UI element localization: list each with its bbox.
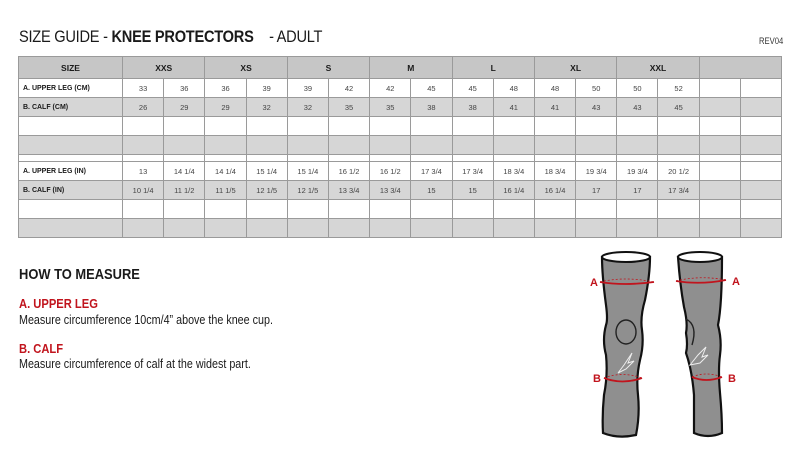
upper-leg-heading: A. UPPER LEG: [19, 296, 98, 311]
table-cell: [534, 117, 575, 136]
table-cell: 41: [534, 98, 575, 117]
table-cell: 10 1/4: [123, 181, 164, 200]
size-xl: XL: [534, 57, 616, 79]
table-cell: [287, 219, 328, 238]
spacer-cell: [19, 155, 123, 162]
table-cell: 39: [246, 79, 287, 98]
table-cell: 17 3/4: [411, 162, 452, 181]
table-row: [19, 79, 782, 98]
table-cell: [740, 181, 781, 200]
table-cell: [740, 162, 781, 181]
spacer-cell: [740, 155, 781, 162]
table-cell: [617, 200, 658, 219]
table-cell: [699, 117, 740, 136]
table-cell: 43: [617, 98, 658, 117]
table-cell: 35: [370, 98, 411, 117]
how-to-measure-title: HOW TO MEASURE: [19, 266, 140, 283]
table-cell: 17 3/4: [452, 162, 493, 181]
table-cell: 32: [246, 98, 287, 117]
table-cell: [328, 117, 369, 136]
table-cell: 15 1/4: [246, 162, 287, 181]
spacer-cell: [287, 155, 328, 162]
table-cell: 26: [123, 98, 164, 117]
table-cell: 17: [576, 181, 617, 200]
table-cell: 45: [452, 79, 493, 98]
table-cell: [740, 219, 781, 238]
table-cell: [699, 219, 740, 238]
table-cell: [452, 117, 493, 136]
table-cell: 20 1/2: [658, 162, 699, 181]
table-cell: 13: [123, 162, 164, 181]
table-cell: [493, 136, 534, 155]
table-cell: [740, 79, 781, 98]
table-cell: [287, 200, 328, 219]
table-cell: [164, 117, 205, 136]
table-row: [19, 181, 782, 200]
table-cell: 19 3/4: [617, 162, 658, 181]
table-cell: 45: [658, 98, 699, 117]
table-cell: [287, 117, 328, 136]
spacer-cell: [493, 155, 534, 162]
upper-leg-instruction: Measure circumference 10cm/4” above the knee cup.: [19, 313, 273, 327]
table-row: [19, 117, 782, 136]
table-cell: 50: [576, 79, 617, 98]
spacer-cell: [658, 155, 699, 162]
table-row: [19, 136, 782, 155]
table-cell: 42: [328, 79, 369, 98]
knee-protector-front-illustration: [588, 245, 668, 445]
row-label: [19, 117, 123, 136]
table-cell: [246, 200, 287, 219]
table-cell: [411, 200, 452, 219]
table-cell: [123, 200, 164, 219]
spacer-cell: [370, 155, 411, 162]
table-cell: [740, 200, 781, 219]
table-cell: [493, 219, 534, 238]
table-cell: [328, 219, 369, 238]
table-cell: [576, 117, 617, 136]
table-cell: [370, 136, 411, 155]
spacer-cell: [699, 155, 740, 162]
table-cell: [699, 136, 740, 155]
table-cell: [658, 200, 699, 219]
size-xs: XS: [205, 57, 287, 79]
table-cell: [123, 219, 164, 238]
table-cell: 38: [411, 98, 452, 117]
table-cell: [617, 136, 658, 155]
table-cell: [287, 136, 328, 155]
table-cell: [164, 219, 205, 238]
table-cell: 32: [287, 98, 328, 117]
size-empty: [699, 57, 781, 79]
table-cell: 13 3/4: [370, 181, 411, 200]
table-cell: [328, 200, 369, 219]
table-cell: [699, 200, 740, 219]
table-cell: [411, 219, 452, 238]
table-cell: 17: [617, 181, 658, 200]
calf-instruction: Measure circumference of calf at the widest part.: [19, 357, 251, 371]
calf-heading: B. CALF: [19, 341, 64, 356]
knee-protector-side-illustration: [672, 245, 752, 445]
size-table: [18, 56, 782, 238]
row-label: B. CALF (IN): [19, 181, 123, 200]
table-cell: [164, 136, 205, 155]
table-cell: [534, 200, 575, 219]
table-cell: [740, 136, 781, 155]
title-prefix: SIZE GUIDE -: [19, 27, 112, 46]
row-label: [19, 136, 123, 155]
row-label: A. UPPER LEG (CM): [19, 79, 123, 98]
size-s: S: [287, 57, 369, 79]
size-xxl: XXL: [617, 57, 699, 79]
spacer-cell: [164, 155, 205, 162]
table-cell: 14 1/4: [205, 162, 246, 181]
table-cell: [370, 117, 411, 136]
table-cell: 42: [370, 79, 411, 98]
table-cell: [576, 200, 617, 219]
spacer-cell: [452, 155, 493, 162]
table-cell: 38: [452, 98, 493, 117]
table-cell: [699, 162, 740, 181]
table-cell: [328, 136, 369, 155]
table-cell: [699, 98, 740, 117]
table-cell: [452, 136, 493, 155]
table-cell: [658, 117, 699, 136]
table-cell: 18 3/4: [534, 162, 575, 181]
table-cell: 48: [493, 79, 534, 98]
table-cell: 33: [123, 79, 164, 98]
table-cell: 17 3/4: [658, 181, 699, 200]
revision-label: REV04: [759, 36, 784, 46]
spacer-cell: [123, 155, 164, 162]
table-cell: 16 1/4: [534, 181, 575, 200]
row-label: A. UPPER LEG (IN): [19, 162, 123, 181]
table-cell: [205, 117, 246, 136]
table-cell: 15: [452, 181, 493, 200]
table-cell: [164, 200, 205, 219]
table-cell: 16 1/4: [493, 181, 534, 200]
spacer-cell: [205, 155, 246, 162]
spacer-cell: [617, 155, 658, 162]
table-cell: 45: [411, 79, 452, 98]
front-label-b: B: [593, 373, 601, 385]
spacer-cell: [328, 155, 369, 162]
table-cell: [576, 219, 617, 238]
table-cell: 12 1/5: [287, 181, 328, 200]
table-cell: [452, 219, 493, 238]
spacer-cell: [576, 155, 617, 162]
table-cell: [246, 136, 287, 155]
table-cell: 13 3/4: [328, 181, 369, 200]
table-cell: [205, 200, 246, 219]
table-row: [19, 98, 782, 117]
table-cell: [617, 117, 658, 136]
table-cell: [740, 98, 781, 117]
row-label: [19, 219, 123, 238]
table-cell: 35: [328, 98, 369, 117]
table-cell: [576, 136, 617, 155]
table-cell: [493, 117, 534, 136]
size-m: M: [370, 57, 452, 79]
front-label-a: A: [590, 277, 598, 289]
table-cell: [246, 117, 287, 136]
table-cell: 43: [576, 98, 617, 117]
table-cell: [452, 200, 493, 219]
table-cell: 48: [534, 79, 575, 98]
title-product: KNEE PROTECTORS: [111, 27, 254, 46]
row-label: [19, 200, 123, 219]
table-cell: [411, 136, 452, 155]
table-cell: [534, 219, 575, 238]
table-cell: 16 1/2: [370, 162, 411, 181]
side-label-a: A: [732, 276, 740, 288]
table-cell: [699, 79, 740, 98]
table-cell: [370, 219, 411, 238]
table-cell: 52: [658, 79, 699, 98]
table-cell: 15: [411, 181, 452, 200]
table-cell: 19 3/4: [576, 162, 617, 181]
table-cell: [205, 136, 246, 155]
table-row: [19, 200, 782, 219]
table-cell: [658, 136, 699, 155]
table-cell: [740, 117, 781, 136]
table-cell: [123, 136, 164, 155]
spacer-cell: [534, 155, 575, 162]
table-cell: 36: [205, 79, 246, 98]
table-cell: [699, 181, 740, 200]
size-xxs: XXS: [123, 57, 205, 79]
table-cell: [658, 219, 699, 238]
spacer-cell: [246, 155, 287, 162]
table-cell: 11 1/2: [164, 181, 205, 200]
table-cell: 50: [617, 79, 658, 98]
table-cell: 11 1/5: [205, 181, 246, 200]
table-cell: 16 1/2: [328, 162, 369, 181]
table-cell: 36: [164, 79, 205, 98]
size-l: L: [452, 57, 534, 79]
table-cell: [534, 136, 575, 155]
size-header: SIZE: [19, 57, 123, 79]
table-spacer-row: [19, 155, 782, 162]
table-cell: [205, 219, 246, 238]
table-cell: [123, 117, 164, 136]
table-cell: [493, 200, 534, 219]
row-label: B. CALF (CM): [19, 98, 123, 117]
table-row: [19, 162, 782, 181]
table-cell: 14 1/4: [164, 162, 205, 181]
table-cell: 29: [164, 98, 205, 117]
table-header-row: [19, 57, 782, 79]
table-cell: 18 3/4: [493, 162, 534, 181]
table-row: [19, 219, 782, 238]
spacer-cell: [411, 155, 452, 162]
table-cell: 12 1/5: [246, 181, 287, 200]
table-cell: [246, 219, 287, 238]
table-cell: [617, 219, 658, 238]
page-title: [19, 27, 322, 47]
table-cell: 39: [287, 79, 328, 98]
table-cell: [370, 200, 411, 219]
table-cell: 41: [493, 98, 534, 117]
title-suffix: - ADULT: [269, 27, 323, 46]
side-label-b: B: [728, 373, 736, 385]
table-cell: [411, 117, 452, 136]
table-cell: 29: [205, 98, 246, 117]
table-cell: 15 1/4: [287, 162, 328, 181]
